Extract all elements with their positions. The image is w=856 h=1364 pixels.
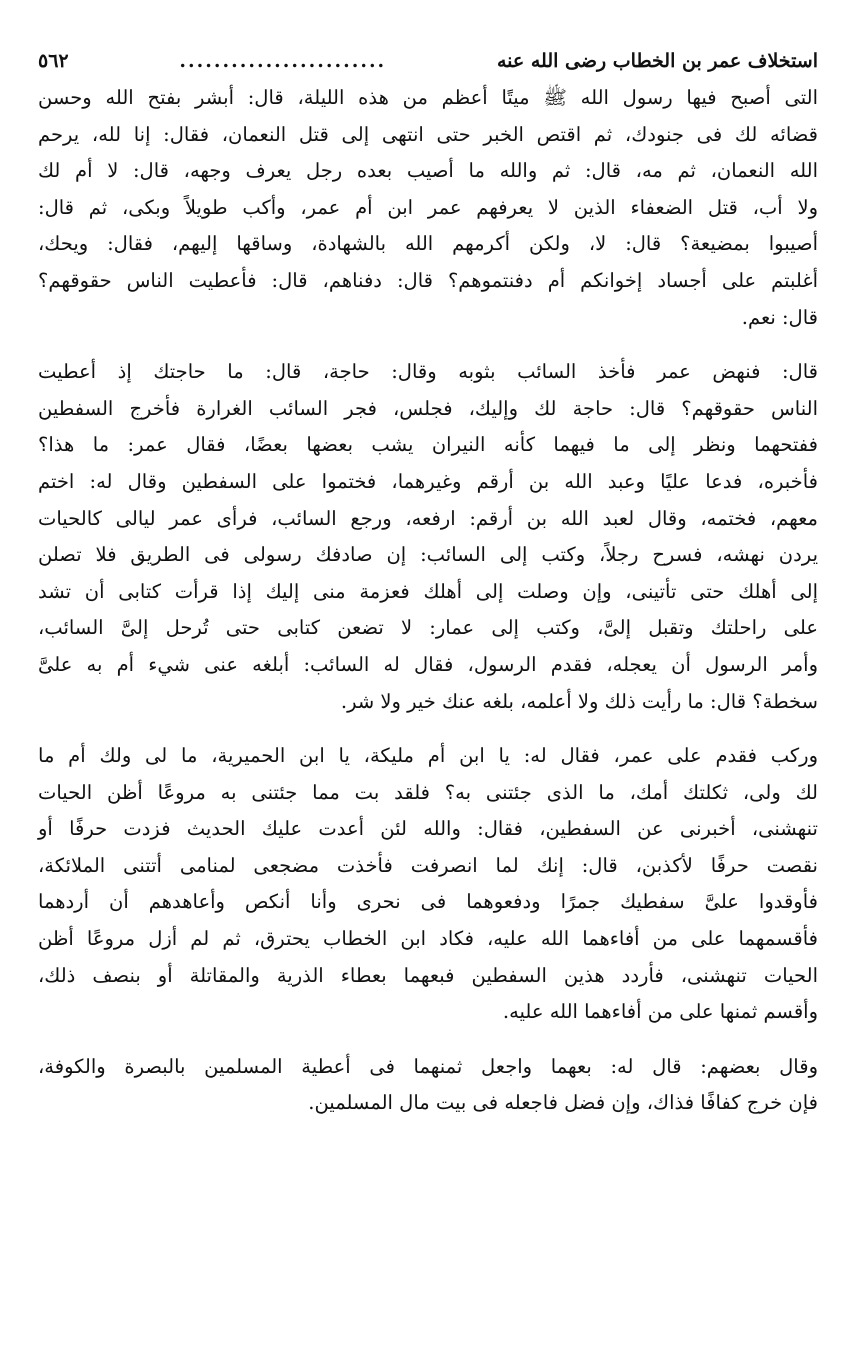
text-line: سخطة؟ قال: ما رأيت ذلك ولا أعلمه، بلغه عنك خير ولا شر. [340, 689, 818, 713]
text-line: فأخبره، فدعا عليًا وعبد الله بن أرقم وغيرهما، فختموا على السفطين وقال له: اختم [38, 469, 818, 493]
text-line: لك ولى، ثكلتك أمك، ما الذى جئتنى به؟ فلقد بت مما جئتنى به مروعًا أظن الحيات [38, 780, 818, 804]
page-number: ٥٦٢ [38, 50, 69, 72]
text-line: قضائه لك فى جنودك، ثم اقتص الخبر حتى انتهى إلى قتل النعمان، فقال: إنا لله، يرحم [38, 122, 818, 146]
text-line: قال: نعم. [741, 305, 818, 329]
text-line: الله النعمان، ثم مه، قال: ثم والله ما أصيب بعده رجل يعرف وجهه، قال: لا أم لك [38, 159, 818, 183]
running-header [38, 44, 818, 80]
text-line: وركب فقدم على عمر، فقال له: يا ابن أم مليكة، يا ابن الحميرية، ما لى ولك أم ما [38, 744, 818, 768]
text-line: الناس حقوقهم؟ قال: حاجة لك وإليك، فجلس، فجر السائب الغرارة فأخرج السفطين [38, 396, 818, 420]
paragraph-4 [38, 1049, 818, 1122]
header-leader-dots: ........................ [179, 50, 387, 72]
text-line: نقصت حرفًا لأكذبن، قال: إنك لما انصرفت فأخذت مضجعى لمنامى أتتنى الملائكة، [38, 853, 818, 877]
text-line: الحيات تنهشنى، فأردد هذين السفطين فبعهما بعطاء الذرية والمقاتلة أو بنصف ذلك، [38, 963, 818, 987]
text-line: إلى أهلك حتى تأتينى، وإن وصلت إلى أهلك فعزمة منى إليك إذا قرأت كتابى أن تشد [38, 579, 818, 603]
text-line: على راحلتك وتقبل إلىَّ، وكتب إلى عمار: لا تضعن كتابى حتى تُرحل إلىَّ السائب، [38, 616, 818, 640]
text-line: تنهشنى، أخبرنى عن السفطين، فقال: والله لئن أعدت عليك الحديث فزدت حرفًا أو [38, 817, 818, 841]
text-line: فأوقدوا علىَّ سفطيك جمرًا ودفعوهما فى نحرى وأنا أنكص وأعاهدهم أن أردهما [38, 890, 818, 914]
paragraph-2 [38, 354, 818, 720]
paragraph-1 [38, 80, 818, 336]
paragraph-spacer [38, 1031, 818, 1049]
text-line: أصيبوا بمضيعة؟ قال: لا، ولكن أكرمهم الله بالشهادة، وساقها إليهم، فقال: ويحك، [38, 232, 818, 256]
chapter-title: استخلاف عمر بن الخطاب رضى الله عنه [496, 50, 818, 72]
text-line: فأقسمهما على من أفاءهما الله عليه، فكاد ابن الخطاب يحترق، ثم لم أزل مروعًا أظن [38, 927, 818, 951]
text-line: التى أصبح فيها رسول الله ﷺ ميتًا أعظم من هذه الليلة، قال: أبشر بفتح الله وحسن [38, 86, 818, 109]
text-line: وقال بعضهم: قال له: بعهما واجعل ثمنهما فى أعطية المسلمين بالبصرة والكوفة، [38, 1054, 818, 1078]
text-line: معهم، فختمه، وقال لعبد الله بن أرقم: ارفعه، ورجع السائب، فرأى عمر ليالى كالحيات [38, 506, 818, 530]
text-line: وأمر الرسول أن يعجله، فقدم الرسول، فقال له السائب: أبلغه عنى شيء أم به علىَّ [38, 652, 818, 676]
book-page [38, 44, 818, 1122]
paragraph-spacer [38, 720, 818, 738]
paragraph-3 [38, 738, 818, 1031]
text-line: وأقسم ثمنها على من أفاءهما الله عليه. [502, 1000, 818, 1024]
text-line: أغلبتم على أجساد إخوانكم أم دفنتموهم؟ قال: دفناهم، قال: فأعطيت الناس حقوقهم؟ [38, 268, 818, 292]
text-line: يردن نهشه، فسرح رجلاً، وكتب إلى السائب: إن صادفك رسولى فى الطريق فلا تصلن [38, 543, 818, 567]
text-line: قال: فنهض عمر فأخذ السائب بثوبه وقال: حاجة، قال: ما حاجتك إذ أعطيت [38, 360, 818, 384]
text-line: ولا أب، قتل الضعفاء الذين لا يعرفهم عمر ابن أم عمر، وأكب طويلاً وبكى، ثم قال: [38, 195, 818, 219]
text-line: ففتحهما ونظر إلى ما فيهما كأنه النيران يشب بعضها بعضًا، فقال عمر: ما هذا؟ [38, 433, 818, 457]
text-line: فإن خرج كفافًا فذاك، وإن فضل فاجعله فى بيت مال المسلمين. [308, 1091, 818, 1115]
paragraph-spacer [38, 336, 818, 354]
